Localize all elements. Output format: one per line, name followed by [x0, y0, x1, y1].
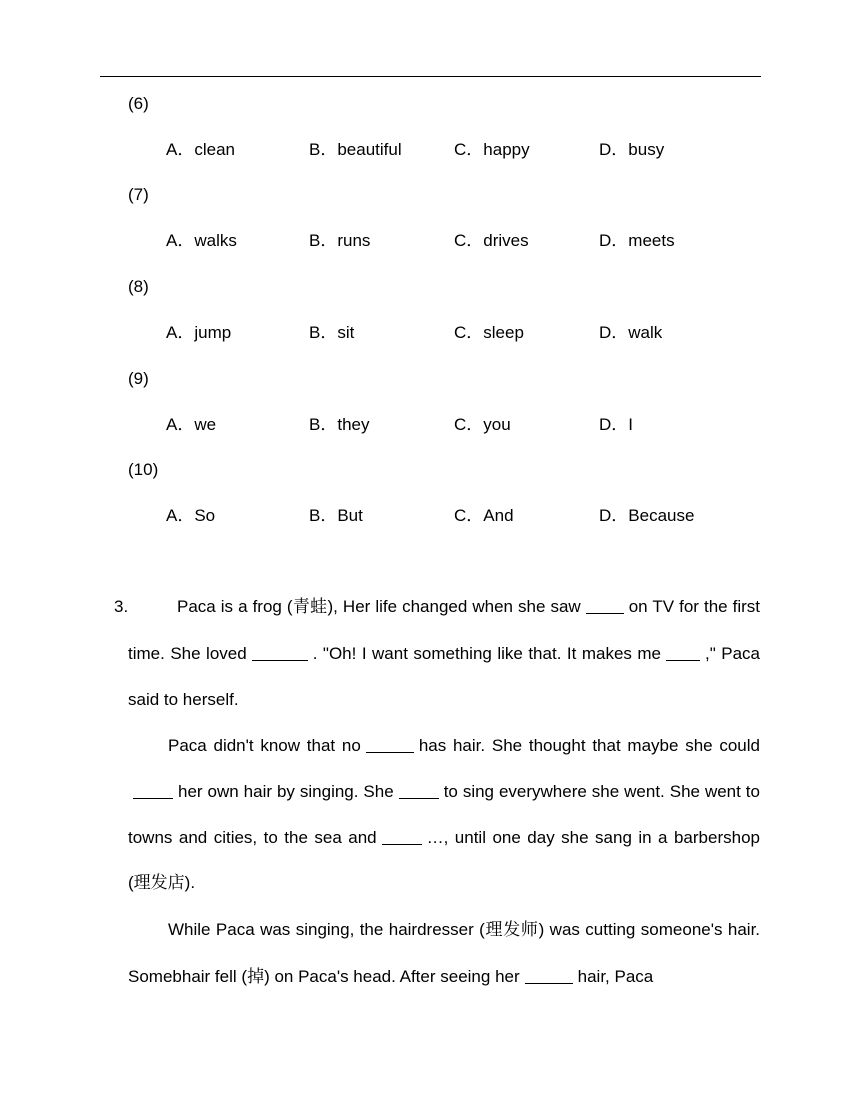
paragraph-1: [128, 584, 760, 723]
option-d[interactable]: [599, 140, 664, 160]
option-d[interactable]: [599, 506, 694, 526]
option-letter: B．: [309, 506, 338, 525]
question-number: (9): [128, 369, 149, 388]
option-d[interactable]: [599, 323, 662, 343]
header-rule: [100, 76, 761, 77]
option-letter: B．: [309, 231, 338, 250]
text-run: ).: [184, 873, 196, 893]
option-letter: B．: [309, 415, 338, 434]
text-run: ), Her life changed when she saw: [327, 597, 581, 616]
option-letter: C．: [454, 140, 484, 159]
option-text: sleep: [483, 323, 524, 342]
blank-line[interactable]: [133, 782, 173, 799]
option-text: beautiful: [337, 140, 402, 159]
option-letter: A．: [166, 140, 195, 159]
option-letter: D．: [599, 323, 629, 342]
text-run: Paca is a frog (: [177, 597, 293, 616]
blank-line[interactable]: [586, 597, 624, 614]
text-run: ," Paca said to herself.: [128, 643, 760, 709]
option-text: happy: [483, 140, 530, 159]
question-number: (6): [128, 94, 149, 113]
chinese-gloss: 青蛙: [292, 597, 328, 617]
text-run: her own hair by singing. She: [178, 781, 394, 801]
text-run: on TV for the first time. She loved: [128, 597, 761, 663]
option-letter: D．: [599, 231, 629, 250]
paragraph-2: [128, 723, 760, 908]
question-number: (10): [128, 460, 159, 479]
option-text: Because: [628, 506, 695, 525]
chinese-gloss: 理发店: [133, 873, 185, 894]
question-number: (7): [128, 185, 149, 204]
option-d[interactable]: [599, 231, 675, 251]
option-text: walks: [194, 231, 237, 250]
option-b[interactable]: [309, 140, 402, 160]
text-run: ) was cutting someone's hair. Somebhair fell (: [128, 920, 761, 987]
blank-line[interactable]: [382, 828, 422, 845]
option-a[interactable]: [166, 415, 216, 435]
option-letter: B．: [309, 323, 338, 342]
question-number: (8): [128, 277, 149, 296]
text-run: While Paca was singing, the hairdresser (: [168, 920, 485, 940]
passage-number: 3.: [114, 597, 129, 616]
option-text: jump: [194, 323, 232, 342]
option-a[interactable]: [166, 140, 235, 160]
blank-line[interactable]: [366, 736, 414, 753]
option-text: I: [628, 415, 634, 434]
option-text: But: [337, 506, 363, 525]
option-text: clean: [194, 140, 235, 159]
option-text: they: [337, 415, 370, 434]
option-text: So: [194, 506, 216, 525]
text-run: has hair. She thought that maybe she could: [418, 735, 760, 755]
blank-line[interactable]: [252, 644, 308, 661]
blank-line[interactable]: [399, 782, 439, 799]
option-letter: A．: [166, 231, 195, 250]
blank-line[interactable]: [666, 644, 700, 661]
option-c[interactable]: [454, 140, 530, 160]
option-c[interactable]: [454, 415, 511, 435]
option-b[interactable]: [309, 231, 370, 251]
chinese-gloss: 掉: [247, 967, 265, 988]
paragraph-3: [128, 907, 760, 1001]
text-run: …, until one day she sang in a barbershop (: [128, 827, 760, 893]
option-a[interactable]: [166, 506, 215, 526]
option-text: runs: [337, 231, 371, 250]
option-letter: C．: [454, 323, 484, 342]
option-c[interactable]: [454, 506, 514, 526]
text-run: to sing everywhere she went. She went to towns and cities, to the sea and: [128, 781, 760, 847]
option-d[interactable]: [599, 415, 633, 435]
cloze-passage: [128, 584, 760, 1001]
option-text: busy: [628, 140, 665, 159]
option-text: you: [483, 415, 511, 434]
option-a[interactable]: [166, 231, 237, 251]
text-run: ) on Paca's head. After seeing her: [264, 967, 520, 987]
option-letter: B．: [309, 140, 338, 159]
option-text: drives: [483, 231, 529, 250]
option-letter: D．: [599, 506, 629, 525]
option-c[interactable]: [454, 323, 524, 343]
chinese-gloss: 理发师: [484, 920, 539, 941]
text-run: Paca didn't know that no: [168, 735, 361, 755]
blank-line[interactable]: [525, 967, 573, 984]
text-run: . "Oh! I want something like that. It makes me: [312, 643, 661, 663]
option-text: And: [483, 506, 514, 525]
option-letter: A．: [166, 323, 195, 342]
option-b[interactable]: [309, 506, 363, 526]
option-letter: A．: [166, 415, 195, 434]
option-b[interactable]: [309, 415, 369, 435]
option-c[interactable]: [454, 231, 529, 251]
option-a[interactable]: [166, 323, 231, 343]
option-text: meets: [628, 231, 675, 250]
option-letter: C．: [454, 231, 484, 250]
option-text: walk: [628, 323, 663, 342]
option-letter: C．: [454, 506, 484, 525]
option-letter: A．: [166, 506, 195, 525]
option-b[interactable]: [309, 323, 354, 343]
option-letter: D．: [599, 415, 629, 434]
option-letter: D．: [599, 140, 629, 159]
option-text: sit: [337, 323, 355, 342]
text-run: hair, Paca: [577, 967, 654, 987]
option-text: we: [194, 415, 217, 434]
option-letter: C．: [454, 415, 484, 434]
